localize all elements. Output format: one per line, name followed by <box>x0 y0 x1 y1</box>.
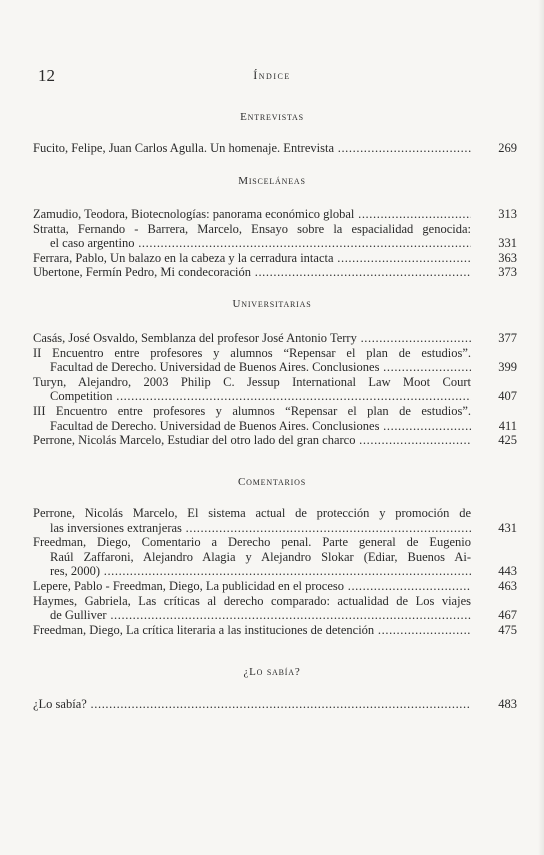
toc-entry[interactable]: III Encuentro entre profesores y alumnos “Repensar el plan de estudios”. Facultad de Derecho. Universidad de Buenos Aires. Conclusiones ..... 411 <box>33 404 517 433</box>
page-ref: 475 <box>498 622 517 637</box>
toc-entry[interactable]: Perrone, Nicolás Marcelo, El sistema actual de protección y promoción de las inversiones extranjeras ..... 431 <box>33 506 517 535</box>
toc-entry[interactable]: Haymes, Gabriela, Las críticas al derecho comparado: actualidad de Los viajes de Gulliver ..... 467 <box>33 594 517 623</box>
toc-entry[interactable]: Ferrara, Pablo, Un balazo en la cabeza y la cerradura intacta ..... 363 <box>33 251 517 266</box>
page-ref: 407 <box>498 389 517 404</box>
toc-entry[interactable]: Zamudio, Teodora, Biotecnologías: panorama económico global ..... 313 <box>33 207 517 222</box>
toc-entry[interactable]: Freedman, Diego, Comentario a Derecho penal. Parte general de Eugenio Raúl Zaffaroni, Alejandro Alagia y Alejandro Slokar (Ediar, Buenos Ai- res, 2000) ..... 443 <box>33 535 517 579</box>
page-ref: 443 <box>498 564 517 579</box>
page-ref: 331 <box>498 236 517 251</box>
toc-entry[interactable]: Perrone, Nicolás Marcelo, Estudiar del otro lado del gran charco ..... 425 <box>33 433 517 448</box>
page-ref: 377 <box>498 331 517 345</box>
toc-entry[interactable]: Freedman, Diego, La crítica literaria a las instituciones de detención ..... 475 <box>33 623 517 638</box>
toc-entry[interactable]: Fucito, Felipe, Juan Carlos Agulla. Un homenaje. Entrevista ..... 269 <box>33 141 517 156</box>
page-ref: 363 <box>498 250 517 265</box>
toc-entry[interactable]: Ubertone, Fermín Pedro, Mi condecoración ..... 373 <box>33 265 517 280</box>
page-ref: 399 <box>498 360 517 375</box>
toc-entry[interactable]: II Encuentro entre profesores y alumnos “Repensar el plan de estudios”. Facultad de Derecho. Universidad de Buenos Aires. Conclusiones ..... 399 <box>33 346 517 375</box>
toc-entry[interactable]: ¿Lo sabía? ..... 483 <box>33 697 517 712</box>
section-title-entrevistas: Entrevistas <box>240 111 304 123</box>
toc-entry[interactable]: Turyn, Alejandro, 2003 Philip C. Jessup International Law Moot Court Competition ..... 407 <box>33 375 517 404</box>
page-ref: 467 <box>498 608 517 623</box>
scan-edge-shadow <box>538 0 544 855</box>
page-ref: 269 <box>498 141 517 155</box>
page-ref: 483 <box>498 697 517 711</box>
toc-entry[interactable]: Casás, José Osvaldo, Semblanza del profesor José Antonio Terry ..... 377 <box>33 331 517 346</box>
section-title-universitarias: Universitarias <box>232 298 312 310</box>
toc-entry[interactable]: Stratta, Fernando - Barrera, Marcelo, Ensayo sobre la espacialidad genocida: el caso argentino ..... 331 <box>33 222 517 251</box>
page-ref: 431 <box>498 520 517 535</box>
page-ref: 463 <box>498 579 517 593</box>
section-title-miscelaneas: Misceláneas <box>238 175 306 187</box>
page-number: 12 <box>38 66 55 85</box>
running-head: Índice <box>253 68 291 82</box>
section-title-comentarios: Comentarios <box>238 476 306 488</box>
toc-entry[interactable]: Lepere, Pablo - Freedman, Diego, La publicidad en el proceso ..... 463 <box>33 579 517 594</box>
page-ref: 411 <box>498 418 517 433</box>
page-ref: 313 <box>498 207 517 221</box>
page-ref: 373 <box>498 265 517 280</box>
section-title-lo-sabia: ¿Lo sabía? <box>243 666 301 678</box>
page-ref: 425 <box>498 433 517 448</box>
